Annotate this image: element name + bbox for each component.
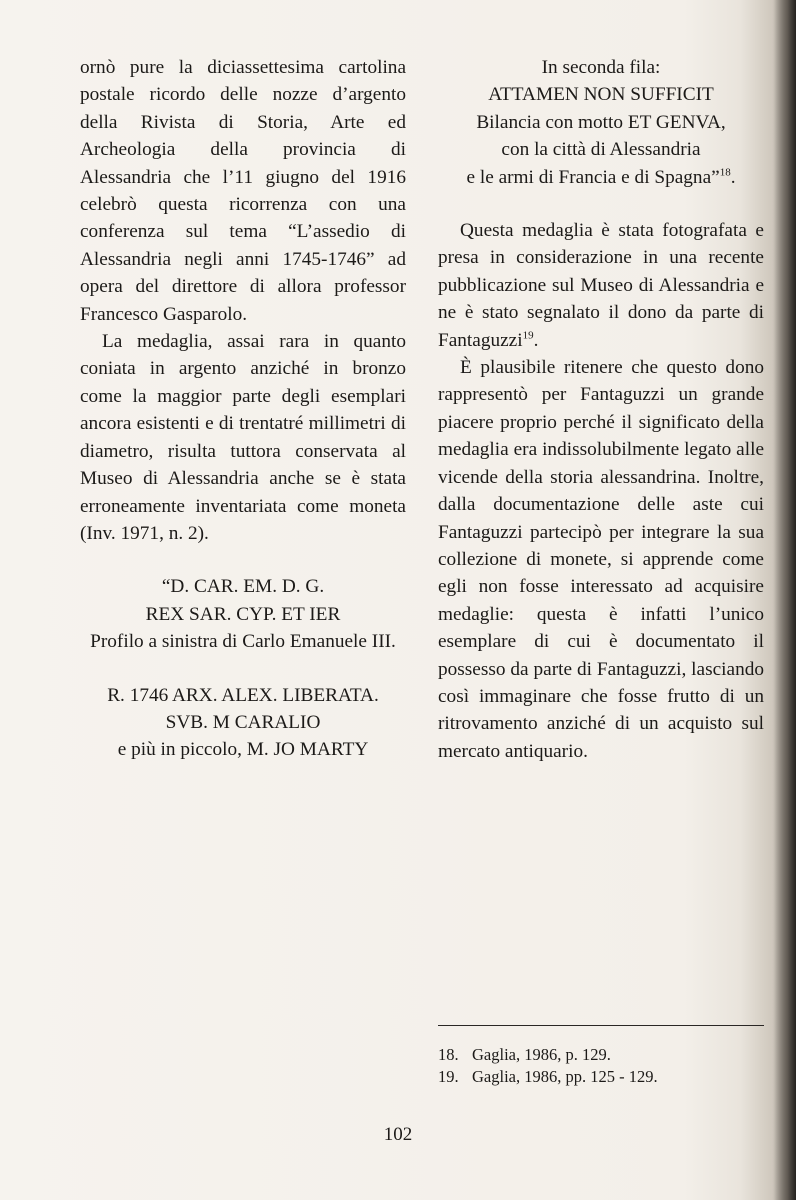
inscription-line: SVB. M CARALIO	[165, 711, 321, 733]
inscription-line: con la città di Alessandria	[501, 139, 701, 161]
inscription-line: “D. CAR. EM. D. G.	[161, 576, 325, 598]
inscription-line: Profilo a sinistra di Carlo Emanuele III.	[90, 631, 396, 653]
right-column	[438, 54, 764, 765]
footnote-ref-19[interactable]: 19	[522, 329, 534, 342]
footnote-divider	[438, 1025, 764, 1026]
medal-inscription-reverse	[80, 682, 406, 764]
inscription-line: Bilancia con motto ET GENVA,	[476, 111, 726, 133]
footnote-text: Gaglia, 1986, pp. 125 - 129.	[472, 1067, 658, 1086]
inscription-line: REX SAR. CYP. ET IER	[145, 603, 341, 625]
paragraph: È plausibile ritenere che questo dono rappresentò per Fantaguzzi un grande piacere proprio perché il significato della medaglia era indissolubilmente legato alle vicende della storia alessandrina. Inoltre, dalla documentazione delle aste cui Fantaguzzi partecipò per integrare la sua collezione di monete, si apprende come egli non fosse interessato ad acquisire medaglie: questa è infatti l’unico esemplare di cui è documentato il possesso da parte di Fantaguzzi, lasciando così immaginare che fosse frutto di un ritrovamento anziché di un acquisto sul mercato antiquario.	[438, 357, 764, 762]
footnotes	[438, 1044, 764, 1088]
inscription-text: e le armi di Francia e di Spagna”	[466, 166, 720, 188]
footnote-18	[438, 1044, 764, 1066]
left-column	[80, 54, 406, 764]
footnote-number: 18.	[438, 1045, 459, 1064]
paragraph: ornò pure la diciassettesima cartolina postale ricordo delle nozze d’argento della Rivista di Storia, Arte ed Archeologia della provincia di Alessandria che l’11 giugno del 1916 celebrò questa ricorrenza con una conferenza sul tema “L’assedio di Alessandria negli anni 1745-1746” ad opera del direttore di allora professor Francesco Gasparolo.	[80, 57, 406, 325]
inscription-line: e più in piccolo, M. JO MARTY	[117, 739, 369, 761]
paragraph	[438, 217, 764, 354]
spacer	[80, 656, 406, 682]
spacer	[80, 547, 406, 573]
paragraph: La medaglia, assai rara in quanto coniata in argento anziché in bronzo come la maggior parte degli esemplari ancora esistenti e di trentatré millimetri di diametro, risulta tuttora conservata al Museo di Alessandria anche se è stata erroneamente inventariata come moneta (Inv. 1971, n. 2).	[80, 331, 406, 544]
paragraph-text: Questa medaglia è stata fotografata e presa in considerazione in una recente pubblicazione sul Museo di Alessandria e ne è stato segnalato il dono da parte di Fantaguzzi	[438, 220, 764, 351]
page-edge-shadow	[774, 0, 796, 1200]
footnote-19	[438, 1066, 764, 1088]
inscription-line: R. 1746 ARX. ALEX. LIBERATA.	[107, 684, 379, 706]
medal-inscription-continued	[438, 54, 764, 191]
footnote-text: Gaglia, 1986, p. 129.	[472, 1045, 611, 1064]
spacer	[438, 191, 764, 217]
footnote-number: 19.	[438, 1067, 459, 1086]
page-number: 102	[383, 1124, 413, 1145]
inscription-line	[438, 164, 764, 191]
medal-inscription-obverse	[80, 573, 406, 655]
punctuation: .	[533, 329, 539, 351]
inscription-line: In seconda fila:	[541, 57, 661, 78]
footnote-ref-18[interactable]: 18	[719, 166, 731, 179]
inscription-line: ATTAMEN NON SUFFICIT	[488, 84, 714, 106]
punctuation: .	[730, 166, 736, 188]
